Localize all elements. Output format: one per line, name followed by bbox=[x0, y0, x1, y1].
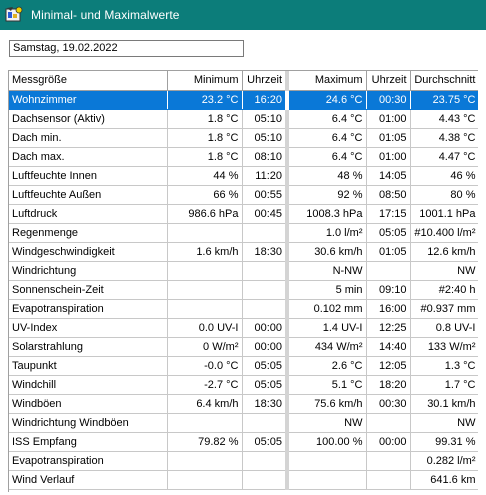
cell-maximum: 1.4 UV-I bbox=[287, 318, 366, 337]
cell-messgroesse: UV-Index bbox=[9, 318, 167, 337]
cell-maximum: NW bbox=[287, 413, 366, 432]
cell-messgroesse: Windrichtung bbox=[9, 261, 167, 280]
cell-durchschnitt: 0.282 l/m² bbox=[410, 451, 478, 470]
cell-minimum: 986.6 hPa bbox=[167, 204, 242, 223]
cell-maximum: 92 % bbox=[287, 185, 366, 204]
cell-messgroesse: Windrichtung Windböen bbox=[9, 413, 167, 432]
cell-messgroesse: Sonnenschein-Zeit bbox=[9, 280, 167, 299]
window-title: Minimal- und Maximalwerte bbox=[31, 8, 180, 22]
cell-max-uhrzeit: 01:05 bbox=[366, 242, 410, 261]
table-row[interactable] bbox=[9, 413, 478, 432]
table-row[interactable] bbox=[9, 166, 478, 185]
cell-max-uhrzeit: 14:40 bbox=[366, 337, 410, 356]
cell-minimum: 6.4 km/h bbox=[167, 394, 242, 413]
cell-maximum: 434 W/m² bbox=[287, 337, 366, 356]
cell-min-uhrzeit: 11:20 bbox=[242, 166, 287, 185]
cell-maximum: 6.4 °C bbox=[287, 147, 366, 166]
cell-min-uhrzeit: 05:05 bbox=[242, 375, 287, 394]
table-row[interactable] bbox=[9, 356, 478, 375]
cell-minimum bbox=[167, 223, 242, 242]
cell-messgroesse: ISS Empfang bbox=[9, 432, 167, 451]
cell-maximum: 75.6 km/h bbox=[287, 394, 366, 413]
cell-durchschnitt: 99.31 % bbox=[410, 432, 478, 451]
table-row[interactable] bbox=[9, 470, 478, 489]
cell-max-uhrzeit: 05:05 bbox=[366, 223, 410, 242]
cell-min-uhrzeit: 18:30 bbox=[242, 242, 287, 261]
table-row[interactable] bbox=[9, 337, 478, 356]
cell-minimum bbox=[167, 451, 242, 470]
cell-max-uhrzeit bbox=[366, 261, 410, 280]
cell-min-uhrzeit bbox=[242, 223, 287, 242]
cell-messgroesse: Dach max. bbox=[9, 147, 167, 166]
cell-durchschnitt: 1001.1 hPa bbox=[410, 204, 478, 223]
cell-durchschnitt: NW bbox=[410, 413, 478, 432]
cell-minimum bbox=[167, 280, 242, 299]
cell-durchschnitt: #2:40 h bbox=[410, 280, 478, 299]
cell-maximum: 5 min bbox=[287, 280, 366, 299]
cell-durchschnitt: 12.6 km/h bbox=[410, 242, 478, 261]
cell-maximum: 30.6 km/h bbox=[287, 242, 366, 261]
column-header-durchschnitt[interactable]: Durchschnitt bbox=[410, 71, 478, 90]
title-bar bbox=[0, 0, 486, 30]
cell-maximum: 2.6 °C bbox=[287, 356, 366, 375]
cell-min-uhrzeit bbox=[242, 261, 287, 280]
cell-max-uhrzeit: 12:25 bbox=[366, 318, 410, 337]
cell-minimum: 66 % bbox=[167, 185, 242, 204]
cell-min-uhrzeit bbox=[242, 470, 287, 489]
cell-durchschnitt: 80 % bbox=[410, 185, 478, 204]
cell-min-uhrzeit: 00:00 bbox=[242, 337, 287, 356]
cell-min-uhrzeit bbox=[242, 451, 287, 470]
cell-messgroesse: Regenmenge bbox=[9, 223, 167, 242]
cell-min-uhrzeit: 05:10 bbox=[242, 128, 287, 147]
table-row[interactable] bbox=[9, 147, 478, 166]
cell-max-uhrzeit: 17:15 bbox=[366, 204, 410, 223]
cell-durchschnitt: 30.1 km/h bbox=[410, 394, 478, 413]
table-row[interactable] bbox=[9, 432, 478, 451]
cell-maximum: 1008.3 hPa bbox=[287, 204, 366, 223]
cell-min-uhrzeit bbox=[242, 280, 287, 299]
cell-min-uhrzeit: 05:10 bbox=[242, 109, 287, 128]
cell-durchschnitt: 23.75 °C bbox=[410, 90, 478, 109]
table-row[interactable] bbox=[9, 90, 478, 109]
weather-station-app-icon bbox=[5, 6, 23, 24]
table-row[interactable] bbox=[9, 318, 478, 337]
cell-durchschnitt: 1.3 °C bbox=[410, 356, 478, 375]
table-row[interactable] bbox=[9, 375, 478, 394]
cell-minimum: 1.6 km/h bbox=[167, 242, 242, 261]
table-row[interactable] bbox=[9, 242, 478, 261]
cell-durchschnitt: 1.7 °C bbox=[410, 375, 478, 394]
cell-messgroesse: Taupunkt bbox=[9, 356, 167, 375]
cell-durchschnitt: 4.47 °C bbox=[410, 147, 478, 166]
cell-durchschnitt: 4.43 °C bbox=[410, 109, 478, 128]
column-header-minimum[interactable]: Minimum bbox=[167, 71, 242, 90]
cell-minimum: 0.0 UV-I bbox=[167, 318, 242, 337]
cell-maximum: 48 % bbox=[287, 166, 366, 185]
table-row[interactable] bbox=[9, 223, 478, 242]
table-header-row bbox=[9, 71, 478, 90]
cell-max-uhrzeit: 01:05 bbox=[366, 128, 410, 147]
cell-durchschnitt: #10.400 l/m² bbox=[410, 223, 478, 242]
min-max-table[interactable] bbox=[8, 70, 478, 492]
cell-minimum bbox=[167, 261, 242, 280]
table-row[interactable] bbox=[9, 128, 478, 147]
cell-minimum: 23.2 °C bbox=[167, 90, 242, 109]
cell-max-uhrzeit bbox=[366, 470, 410, 489]
cell-min-uhrzeit bbox=[242, 299, 287, 318]
cell-max-uhrzeit bbox=[366, 413, 410, 432]
column-header-min-uhrzeit[interactable]: Uhrzeit bbox=[242, 71, 287, 90]
cell-minimum bbox=[167, 470, 242, 489]
cell-messgroesse: Solarstrahlung bbox=[9, 337, 167, 356]
cell-maximum: 24.6 °C bbox=[287, 90, 366, 109]
column-header-max-uhrzeit[interactable]: Uhrzeit bbox=[366, 71, 410, 90]
cell-durchschnitt: NW bbox=[410, 261, 478, 280]
cell-min-uhrzeit: 16:20 bbox=[242, 90, 287, 109]
cell-min-uhrzeit: 05:05 bbox=[242, 356, 287, 375]
table-row[interactable] bbox=[9, 280, 478, 299]
cell-messgroesse: Dach min. bbox=[9, 128, 167, 147]
cell-max-uhrzeit: 00:00 bbox=[366, 432, 410, 451]
cell-min-uhrzeit: 00:45 bbox=[242, 204, 287, 223]
cell-messgroesse: Windböen bbox=[9, 394, 167, 413]
cell-maximum: 0.102 mm bbox=[287, 299, 366, 318]
cell-maximum: 6.4 °C bbox=[287, 109, 366, 128]
cell-messgroesse: Evapotranspiration bbox=[9, 451, 167, 470]
dialog-client-area bbox=[0, 30, 486, 495]
cell-maximum bbox=[287, 451, 366, 470]
table-row[interactable] bbox=[9, 451, 478, 470]
cell-minimum: -2.7 °C bbox=[167, 375, 242, 394]
cell-durchschnitt: 46 % bbox=[410, 166, 478, 185]
cell-min-uhrzeit bbox=[242, 413, 287, 432]
cell-minimum bbox=[167, 299, 242, 318]
table-row[interactable] bbox=[9, 204, 478, 223]
column-header-maximum[interactable]: Maximum bbox=[287, 71, 366, 90]
cell-messgroesse: Luftdruck bbox=[9, 204, 167, 223]
cell-durchschnitt: #0.937 mm bbox=[410, 299, 478, 318]
column-header-messgroesse[interactable]: Messgröße bbox=[9, 71, 167, 90]
cell-min-uhrzeit: 08:10 bbox=[242, 147, 287, 166]
cell-messgroesse: Dachsensor (Aktiv) bbox=[9, 109, 167, 128]
cell-messgroesse: Wind Verlauf bbox=[9, 470, 167, 489]
cell-messgroesse: Evapotranspiration bbox=[9, 299, 167, 318]
cell-max-uhrzeit: 01:00 bbox=[366, 147, 410, 166]
cell-minimum bbox=[167, 413, 242, 432]
cell-maximum: N-NW bbox=[287, 261, 366, 280]
cell-max-uhrzeit: 00:30 bbox=[366, 394, 410, 413]
cell-max-uhrzeit: 01:00 bbox=[366, 109, 410, 128]
table-row[interactable] bbox=[9, 185, 478, 204]
cell-maximum bbox=[287, 470, 366, 489]
cell-messgroesse: Windgeschwindigkeit bbox=[9, 242, 167, 261]
cell-min-uhrzeit: 05:05 bbox=[242, 432, 287, 451]
cell-max-uhrzeit: 16:00 bbox=[366, 299, 410, 318]
cell-max-uhrzeit: 09:10 bbox=[366, 280, 410, 299]
cell-minimum: 44 % bbox=[167, 166, 242, 185]
cell-messgroesse: Luftfeuchte Innen bbox=[9, 166, 167, 185]
cell-max-uhrzeit: 14:05 bbox=[366, 166, 410, 185]
cell-minimum: 1.8 °C bbox=[167, 147, 242, 166]
cell-durchschnitt: 133 W/m² bbox=[410, 337, 478, 356]
table-row[interactable] bbox=[9, 261, 478, 280]
cell-durchschnitt: 0.8 UV-I bbox=[410, 318, 478, 337]
cell-max-uhrzeit: 00:30 bbox=[366, 90, 410, 109]
cell-min-uhrzeit: 18:30 bbox=[242, 394, 287, 413]
cell-messgroesse: Windchill bbox=[9, 375, 167, 394]
cell-messgroesse: Wohnzimmer bbox=[9, 90, 167, 109]
cell-minimum: 0 W/m² bbox=[167, 337, 242, 356]
cell-max-uhrzeit: 08:50 bbox=[366, 185, 410, 204]
table-row[interactable] bbox=[9, 394, 478, 413]
cell-messgroesse: Luftfeuchte Außen bbox=[9, 185, 167, 204]
cell-durchschnitt: 4.38 °C bbox=[410, 128, 478, 147]
cell-maximum: 1.0 l/m² bbox=[287, 223, 366, 242]
cell-maximum: 100.00 % bbox=[287, 432, 366, 451]
cell-maximum: 5.1 °C bbox=[287, 375, 366, 394]
cell-minimum: -0.0 °C bbox=[167, 356, 242, 375]
table-row[interactable] bbox=[9, 109, 478, 128]
cell-minimum: 79.82 % bbox=[167, 432, 242, 451]
cell-maximum: 6.4 °C bbox=[287, 128, 366, 147]
cell-max-uhrzeit bbox=[366, 451, 410, 470]
cell-min-uhrzeit: 00:00 bbox=[242, 318, 287, 337]
table-row[interactable] bbox=[9, 299, 478, 318]
date-field[interactable]: Samstag, 19.02.2022 bbox=[9, 40, 244, 57]
cell-max-uhrzeit: 12:05 bbox=[366, 356, 410, 375]
cell-max-uhrzeit: 18:20 bbox=[366, 375, 410, 394]
cell-min-uhrzeit: 00:55 bbox=[242, 185, 287, 204]
cell-minimum: 1.8 °C bbox=[167, 128, 242, 147]
cell-durchschnitt: 641.6 km bbox=[410, 470, 478, 489]
cell-minimum: 1.8 °C bbox=[167, 109, 242, 128]
